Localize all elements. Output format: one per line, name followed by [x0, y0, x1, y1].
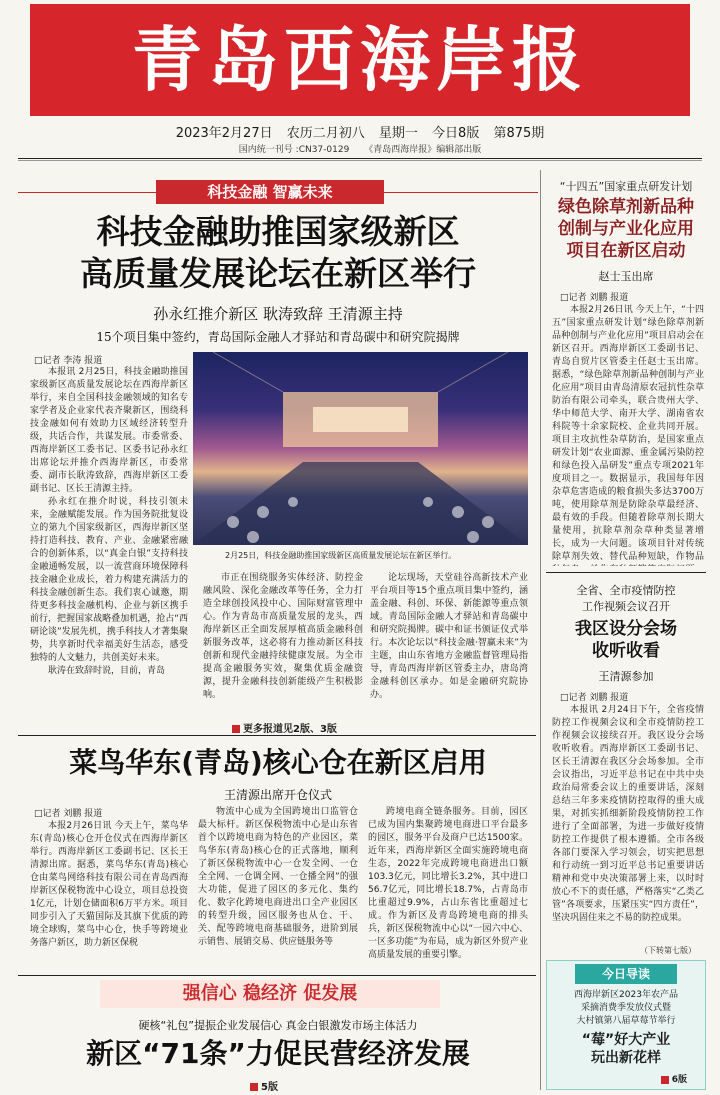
lead-column-1	[30, 366, 188, 721]
right2-kicker-line1: 全省、全市疫情防控	[576, 584, 676, 597]
right1-title-line2: 创制与产业化应用	[558, 219, 694, 239]
weekday: 星期一	[378, 126, 418, 141]
masthead-title: 青岛西海岸报	[132, 18, 588, 101]
second-column-1	[30, 820, 188, 970]
right2-byline: □记者 刘鹏 报道	[560, 693, 629, 703]
promo-line1: 西海岸新区2023年农产品	[574, 990, 678, 1000]
page-count: 今日8版	[432, 126, 480, 141]
issue-number: 第875期	[493, 126, 545, 141]
lead-paragraph: 耿涛在致辞时说，目前，青岛	[48, 666, 166, 676]
lead-paragraph: 市正在围绕服务实体经济、防控金融风险、深化金融改革等任务，全力打造全球创投风投中心、国际财富管理中心。作为青岛市高质量发展的龙头，西海岸新区正全面发展厚植高质金融科创新服务改革，这必将有力推动新区科技创新和现代金融持续健康发展。为全市提高金融服务实效，聚集优质金融资源，提升金融科技创新能级产生积极影响。	[203, 573, 363, 700]
lead-more-link[interactable]	[232, 720, 337, 735]
third-kicker: 强信心 稳经济 促发展	[182, 983, 358, 1004]
lead-paragraph: 论坛现场，天堂硅谷高新技术产业平台项目等15个重点项目集中签约，涵盖金融、科创、环保、新能源等重点领域。青岛国际金融人才驿站和青岛碳中和研究院揭牌。碳中和证书颁证仪式举行。本次论坛以“科技金融·智赢未来”为主题，由山东省地方金融监督管理局指导，青岛西海岸新区管委主办，唐岛湾金融科创区承办。如是金融研究院协办。	[370, 573, 528, 700]
right1-title-line3: 项目在新区启动	[566, 241, 686, 261]
right1-byline: □记者 刘鹏 报道	[560, 293, 629, 303]
right2-kicker-line2: 工作视频会议召开	[582, 600, 670, 613]
lead-kicker: 科技金融 智赢未来	[156, 180, 384, 204]
third-more-link[interactable]	[250, 1078, 278, 1093]
promo-more-text: 6版	[671, 1075, 687, 1085]
right1-body	[552, 304, 704, 566]
header-divider	[18, 158, 702, 159]
promo-title-line2: 玩出新花样	[591, 1050, 661, 1066]
column-divider	[540, 170, 541, 1090]
lead-bottom-rule	[18, 735, 536, 736]
red-square-icon	[232, 725, 240, 733]
lunar-date: 农历二月初八	[286, 126, 365, 141]
right2-title-line1: 我区设分会场	[575, 619, 677, 639]
promo-tab: 今日导读	[575, 964, 677, 984]
right1-bottom-rule	[546, 572, 706, 573]
registration-line	[30, 142, 690, 155]
date: 2023年2月27日	[175, 126, 273, 141]
lead-title-line1: 科技金融助推国家级新区	[96, 212, 460, 251]
lead-column-2	[203, 572, 363, 722]
registration-code: 国内统一刊号 :CN37-0129	[238, 145, 350, 155]
red-square-icon	[661, 1076, 669, 1084]
second-bottom-rule	[18, 975, 536, 976]
right2-title-line2: 收听收看	[592, 641, 660, 661]
lead-paragraph: 孙永红在推介时说，科技引领未来，金融赋能发展。作为国务院批复设立的第九个国家级新区，西海岸新区坚持打造科技、教育、产业、金融紧密融合的创新体系，以“真金白银”支持科技金融通畅发展，以一流营商环境保障科技金融企业成长，着力构建充满活力的科技金融创新生态。我们衷心诚邀，期待更多科技金融机构、企业与新区携手前行，把握国家战略叠加机遇，抢占“西研论谈”发展先机，携手科技人才著集聚势，共享新时代幸福美好生活态，感受独特的人文魅力，共创美好未来。	[30, 497, 188, 663]
masthead	[30, 4, 690, 116]
second-subtitle: 王清源出席开仓仪式	[223, 788, 332, 802]
right2-paragraph: 本报讯 2月24日下午，全省疫情防控工作视频会议和全市疫情防控工作视频会议接续召开。我区设分会场收听收看。西海岸新区工委副书记、区长王清源在我区分会场参加。全市会议指出，习近平总书记在中共中央政治局常委会议上的重要讲话，深刻总结三年多来疫情防控取得的重大成果，对抓实抓细新阶段疫情防控工作进行了全面部署，为进一步做好疫情防控工作提供了根本遵循。全市各级各部门要深入学习领会，切实把思想和行动统一到习近平总书记重要讲话精神和党中央决策部署上来，以时时放心不下的责任感，严格落实“乙类乙管”各项要求，压紧压实“四方责任”，坚决巩固住来之不易的防控成果。	[552, 705, 704, 923]
right1-title-line1: 绿色除草剂新品种	[558, 197, 694, 217]
third-subtitle: 硬核“礼包”提振企业发展信心 真金白银激发市场主体活力	[138, 1019, 418, 1032]
lead-column-3	[370, 572, 528, 722]
lead-more-text: 更多报道见2版、3版	[243, 724, 337, 735]
second-byline: □记者 刘鹏 报道	[34, 809, 103, 819]
lead-title-line2: 高质量发展论坛在新区举行	[80, 254, 476, 293]
right2-continued: （下转第七版）	[640, 946, 696, 955]
right1-kicker: “十四五”国家重点研发计划	[559, 180, 693, 193]
right2-subtitle: 王清源参加	[598, 670, 654, 683]
red-square-icon	[250, 1083, 258, 1091]
publisher: 《青岛西海岸报》编辑部出版	[364, 145, 482, 155]
conference-hall-illustration	[193, 352, 528, 545]
lead-paragraph: 本报讯 2月25日，科技金融助推国家级新区高质量发展论坛在西海岸新区举行，来自全国科技金融领域的知名专家学者及企业家代表齐聚新区，围绕科技金融如何有效助力区域经济转型升级，共话合作，共谋发展。市委常委、西海岸新区工委书记、区委书记孙永红出席论坛并推介西海岸新区，市委常委、副市长耿涛致辞，西海岸新区工委副书记、区长王清源主持。	[30, 367, 188, 494]
right1-paragraph: 本报2月26日讯 今天上午，“十四五”国家重点研发计划“绿色除草剂新品种创制与产业化应用”项目启动会在新区召开。西海岸新区工委副书记、青岛自贸片区管委主任赵士玉出席。据悉，“绿色除草剂新品种创制与产业化应用”项目由青岛清原农冠抗性杂草防治有限公司牵头，联合贵州大学、华中师范大学、南开大学、湖南省农科院等十余家院校、企业共同开展。项目主攻抗性杂草防治，是国家重点研发计划“农业面源、重金属污染防控和绿色投入品研发”重点专项2021年度项目之一。数据显示，我国每年因杂草危害造成的粮食损失多达3700万吨，使用除草剂是防除杂草最经济、最有效的手段。但随着除草剂长期大量使用，抗除草剂杂草种类显著增长，成为一大问题。该项目针对传统除草剂失效、替代品种短缺，作物品	[552, 305, 704, 562]
dateline	[30, 122, 690, 141]
lead-subtitle: 孙永红推介新区 耿涛致辞 王清源主持	[153, 305, 403, 323]
promo-line2: 采摘消费季发放仪式暨	[580, 1003, 671, 1013]
right1-subtitle: 赵士玉出席	[598, 270, 654, 283]
third-more-text: 5版	[261, 1082, 278, 1093]
second-title: 菜鸟华东(青岛)核心仓在新区启用	[69, 746, 487, 779]
promo-box[interactable]	[546, 960, 706, 1090]
second-column-3	[368, 806, 528, 970]
lead-photo	[193, 352, 528, 545]
promo-line3: 大村镇第八届草莓节举行	[576, 1016, 676, 1026]
lead-subtitle2: 15个项目集中签约，青岛国际金融人才驿站和青岛碳中和研究院揭牌	[96, 330, 460, 344]
second-column-2	[198, 806, 358, 970]
lead-byline: □记者 李涛 报道	[34, 356, 103, 366]
promo-title-line1: “莓”好大产业	[581, 1032, 671, 1048]
third-title: 新区“71条”力促民营经济发展	[86, 1037, 470, 1070]
second-paragraph: 跨境电商全链条服务。目前，园区已成为国内集聚跨境电商进口平台最多的园区，服务平台及商户已达1500家。近年来，西海岸新区全面实施跨境电商生态，2022年完成跨境电商进出口额103.3亿元，同比增长3.2%，其中进口56.7亿元，同比增长18.7%，占青岛市比重超过9.9%，占山东省比重超过七成。作为新区及青岛跨境电商的排头兵，新区保税物流中心以“一园六中心、一区多功能”为布局，成为新区外贸产业高质量发展的重要引擎。	[368, 807, 528, 960]
promo-more-link[interactable]	[661, 1072, 687, 1085]
second-paragraph: 本报2月26日讯 今天上午，菜鸟华东(青岛)核心仓开仓仪式在西海岸新区举行。西海岸新区工委副书记、区长王清源出席。据悉，菜鸟华东(青岛)核心仓由菜鸟网络科技有限公司在青岛西海岸新区保税物流中心设立，项目总投资1亿元，计划仓储面积6万平方米。项目同步引入了天猫国际及其旗下优质的跨境全球购，菜鸟中心仓，快手等跨境业务落户新区，助力新区保税	[30, 821, 188, 948]
promo-summary	[547, 989, 705, 1028]
header-divider-thin	[18, 160, 702, 161]
right2-body	[552, 704, 704, 944]
promo-title	[547, 1031, 705, 1067]
second-paragraph: 物流中心成为全国跨境出口监管仓最大标杆。新区保税物流中心是山东省首个以跨境电商为特色的产业园区，菜鸟华东(青岛)核心仓的正式落地，顺利了新区保税物流中心一仓发全网、一仓全全网、一仓调全网、一仓播全网”的强大功能，促进了园区的多元化、集约化、数字化跨境电商进出口全产业园区的转型升级，园区服务也从仓、干、关、配等跨境电商基础服务，进阶到展示销售、展销交易、供应链服务等	[198, 807, 358, 947]
lead-photo-caption: 2月25日，科技金融助推国家级新区高质量发展论坛在新区举行。	[225, 551, 457, 560]
third-kicker-band	[100, 980, 440, 1008]
